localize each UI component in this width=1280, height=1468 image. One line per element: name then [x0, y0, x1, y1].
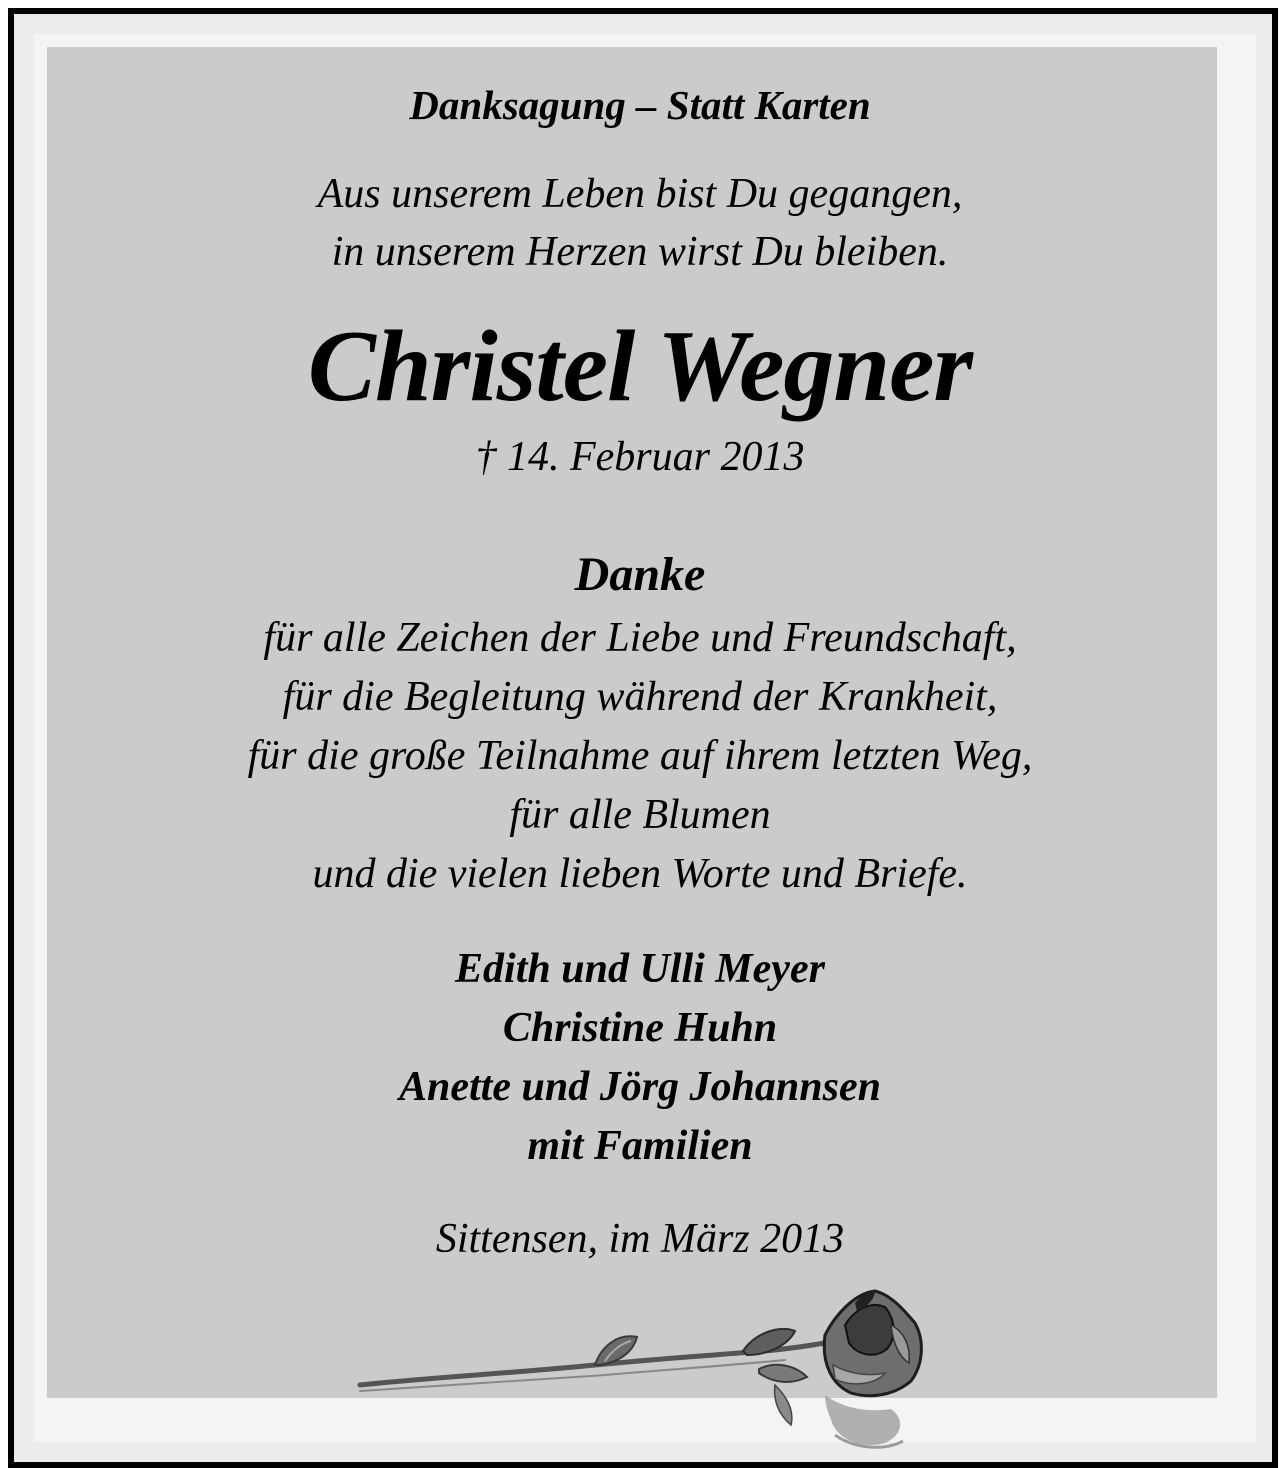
rose-icon [355, 1285, 935, 1455]
deceased-name: Christel Wegner [307, 310, 973, 423]
thanks-line-2: für die Begleitung während der Krankheit, [282, 674, 998, 720]
thanks-line-4: für alle Blumen [509, 792, 771, 838]
thanks-line-5: und die vielen lieben Worte und Briefe. [312, 851, 968, 897]
thanks-heading: Danke [574, 548, 706, 601]
thanks-line-3: für die große Teilnahme auf ihrem letzten Weg, [247, 733, 1033, 779]
signatory-2: Christine Huhn [502, 1005, 778, 1051]
place-date: Sittensen, im März 2013 [435, 1216, 845, 1262]
signatory-4: mit Familien [527, 1123, 753, 1169]
thanks-line-1: für alle Zeichen der Liebe und Freundschaft, [263, 615, 1017, 661]
signatory-3: Anette und Jörg Johannsen [399, 1064, 881, 1110]
motto-line-2: in unserem Herzen wirst Du bleiben. [331, 229, 949, 275]
motto-line-1: Aus unserem Leben bist Du gegangen, [317, 171, 963, 217]
death-date: † 14. Februar 2013 [475, 434, 805, 480]
signatory-1: Edith und Ulli Meyer [455, 946, 825, 992]
notice-header: Danksagung – Statt Karten [409, 82, 871, 128]
